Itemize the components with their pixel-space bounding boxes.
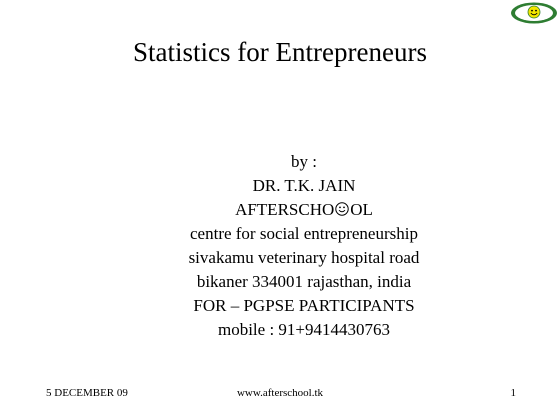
mobile-line: mobile : 91+9414430763 <box>217 320 391 339</box>
author-block <box>0 150 560 342</box>
org-prefix: AFTERSCHO <box>235 200 335 219</box>
footer-date: 5 DECEMBER 09 <box>46 387 128 399</box>
audience-line: FOR – PGPSE PARTICIPANTS <box>193 296 415 315</box>
smiley-logo-icon <box>510 2 558 24</box>
slide-title: Statistics for Entrepreneurs <box>133 37 427 67</box>
footer-page-number: 1 <box>510 387 516 399</box>
org-suffix: OL <box>350 200 373 219</box>
footer-url: www.afterschool.tk <box>236 387 324 399</box>
address-line-road: sivakamu veterinary hospital road <box>188 248 420 267</box>
author-name: DR. T.K. JAIN <box>252 176 356 195</box>
address-line-city: bikaner 334001 rajasthan, india <box>196 272 412 291</box>
organization-name <box>0 198 560 222</box>
address-line-centre: centre for social entrepreneurship <box>190 224 418 243</box>
byline: by : <box>291 152 317 171</box>
smiley-icon <box>335 202 349 216</box>
